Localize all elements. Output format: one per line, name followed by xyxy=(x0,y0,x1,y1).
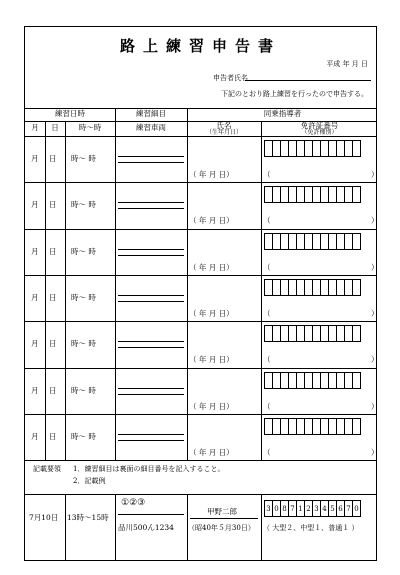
practice-detail-field[interactable] xyxy=(118,388,184,389)
license-digit-box[interactable] xyxy=(352,186,361,203)
example-license-digit: 2 xyxy=(304,500,313,517)
license-digit-box[interactable] xyxy=(352,418,361,435)
practice-detail-field[interactable] xyxy=(118,156,184,157)
example-date: 7月10日 xyxy=(29,513,59,523)
row-license-type-close: ） xyxy=(371,262,379,272)
header-license-no: 免許証番号 xyxy=(300,121,339,130)
practice-detail-field[interactable] xyxy=(118,295,184,296)
practice-detail-field[interactable] xyxy=(118,202,184,203)
row-license-type-open: （ xyxy=(263,355,271,365)
row-day: 日 xyxy=(49,385,57,395)
row-birthdate: （ 年 月 日） xyxy=(189,355,234,365)
example-license-type: （ 大型２、中型１、普通１ ） xyxy=(263,524,359,533)
row-day: 日 xyxy=(49,154,57,163)
row-month: 月 xyxy=(31,292,39,302)
header-license-type: （免許種別） xyxy=(301,129,338,136)
column-divider xyxy=(65,121,66,460)
row-license-type-close: ） xyxy=(371,170,379,179)
example-vehicle: 品川500ん1234 xyxy=(118,523,174,533)
row-month: 月 xyxy=(31,200,39,210)
example-license-digit: 3 xyxy=(264,500,273,517)
license-digit-box[interactable] xyxy=(352,325,361,342)
notes-item-2: 2．記載例 xyxy=(73,477,106,486)
row-license-type-close: ） xyxy=(371,401,379,411)
header-birthdate: （生年月日） xyxy=(205,129,242,136)
row-time: 時〜 時 xyxy=(71,339,96,349)
license-number-boxes[interactable] xyxy=(264,372,360,389)
practice-detail-field[interactable] xyxy=(118,434,184,435)
example-top-border xyxy=(25,494,376,495)
license-number-boxes[interactable] xyxy=(264,279,360,296)
practice-detail-field[interactable] xyxy=(118,249,184,250)
notes-label: 記載要領 xyxy=(33,465,61,474)
practice-detail-field[interactable] xyxy=(118,341,184,342)
row-time: 時〜 時 xyxy=(71,154,96,163)
row-month: 月 xyxy=(31,385,39,395)
header-supervisor: 同乗指導者 xyxy=(263,109,302,118)
example-detail-line xyxy=(118,514,184,515)
row-birthdate: （ 年 月 日） xyxy=(189,262,234,272)
date-line: 平成 年 月 日 xyxy=(326,60,368,68)
row-birthdate: （ 年 月 日） xyxy=(189,216,234,226)
row-divider xyxy=(25,275,376,276)
column-divider xyxy=(187,108,188,460)
license-number-boxes[interactable] xyxy=(264,233,360,250)
example-detail: ①②③ xyxy=(121,498,146,509)
row-license-type-open: （ xyxy=(263,447,271,457)
example-column-divider xyxy=(261,494,262,561)
row-day: 日 xyxy=(49,246,57,256)
license-number-boxes[interactable] xyxy=(264,140,360,157)
row-license-type-close: ） xyxy=(371,447,379,457)
example-license-digit: 3 xyxy=(312,500,321,517)
vehicle-field[interactable] xyxy=(118,208,184,209)
row-license-type-open: （ xyxy=(263,308,271,318)
row-time: 時〜 時 xyxy=(71,200,96,210)
example-column-divider xyxy=(65,494,66,561)
application-form xyxy=(24,26,377,561)
vehicle-field[interactable] xyxy=(118,347,184,348)
row-license-type-open: （ xyxy=(263,401,271,411)
declaration-text: 下記のとおり路上練習を行ったので申告する。 xyxy=(221,90,368,98)
license-digit-box[interactable] xyxy=(352,233,361,250)
row-birthdate: （ 年 月 日） xyxy=(189,447,234,457)
example-license-digit: 5 xyxy=(328,500,337,517)
applicant-name-field[interactable] xyxy=(245,80,371,81)
license-number-boxes[interactable] xyxy=(264,418,360,435)
row-divider xyxy=(25,460,376,461)
row-time: 時〜 時 xyxy=(71,385,96,395)
example-name-line xyxy=(190,518,258,519)
row-divider xyxy=(25,182,376,183)
example-time: 13時〜15時 xyxy=(67,513,109,523)
header-practice-datetime: 練習日時 xyxy=(55,109,85,118)
header-vehicle: 練習車両 xyxy=(136,123,166,132)
row-birthdate: （ 年 月 日） xyxy=(189,308,234,318)
row-license-type-open: （ xyxy=(263,216,271,226)
license-digit-box[interactable] xyxy=(352,279,361,296)
vehicle-field[interactable] xyxy=(118,162,184,163)
row-month: 月 xyxy=(31,154,39,163)
row-time: 時〜 時 xyxy=(71,246,96,256)
example-column-divider xyxy=(115,494,116,561)
row-day: 日 xyxy=(49,339,57,349)
header-name: 氏名 xyxy=(216,121,232,130)
row-license-type-close: ） xyxy=(371,308,379,318)
row-month: 月 xyxy=(31,339,39,349)
row-time: 時〜 時 xyxy=(71,292,96,302)
vehicle-field[interactable] xyxy=(118,255,184,256)
row-birthdate: （ 年 月 日） xyxy=(189,401,234,411)
license-digit-box[interactable] xyxy=(352,372,361,389)
example-birthdate: （昭40年５月30日） xyxy=(188,524,255,533)
row-divider xyxy=(25,229,376,230)
form-title: 路上練習申告書 xyxy=(119,37,281,55)
row-divider xyxy=(25,321,376,322)
header-day: 日 xyxy=(51,123,59,132)
row-divider xyxy=(25,368,376,369)
license-number-boxes[interactable] xyxy=(264,186,360,203)
row-license-type-close: ） xyxy=(371,216,379,226)
license-digit-box[interactable] xyxy=(352,140,361,157)
example-license-digit: 7 xyxy=(288,500,297,517)
row-month: 月 xyxy=(31,246,39,256)
row-day: 日 xyxy=(49,431,57,441)
column-divider xyxy=(115,108,116,460)
row-month: 月 xyxy=(31,431,39,441)
header-month: 月 xyxy=(31,123,39,132)
header-time: 時〜時 xyxy=(78,123,102,132)
example-license-digit: 4 xyxy=(320,500,329,517)
row-birthdate: （ 年 月 日） xyxy=(189,170,234,179)
row-license-type-open: （ xyxy=(263,170,271,179)
example-license-digit: 7 xyxy=(344,500,353,517)
applicant-name-label: 申告者氏名 xyxy=(213,74,248,82)
vehicle-field[interactable] xyxy=(118,301,184,302)
row-license-type-close: ） xyxy=(371,355,379,365)
example-license-digit: 1 xyxy=(296,500,305,517)
vehicle-field[interactable] xyxy=(118,394,184,395)
example-name: 甲野二郎 xyxy=(207,507,237,517)
example-license-digit: 0 xyxy=(352,500,361,517)
example-license-digit: 8 xyxy=(280,500,289,517)
column-divider xyxy=(45,121,46,460)
row-day: 日 xyxy=(49,292,57,302)
row-time: 時〜 時 xyxy=(71,431,96,441)
example-license-digit: 6 xyxy=(336,500,345,517)
row-license-type-open: （ xyxy=(263,262,271,272)
header-practice-detail: 練習細目 xyxy=(136,109,166,118)
notes-item-1: 1．練習細目は裏面の細目番号を記入すること。 xyxy=(73,465,225,474)
row-divider xyxy=(25,414,376,415)
vehicle-field[interactable] xyxy=(118,440,184,441)
example-license-boxes xyxy=(264,500,360,517)
row-day: 日 xyxy=(49,200,57,210)
column-divider xyxy=(261,121,262,460)
license-number-boxes[interactable] xyxy=(264,325,360,342)
example-license-digit: 0 xyxy=(272,500,281,517)
